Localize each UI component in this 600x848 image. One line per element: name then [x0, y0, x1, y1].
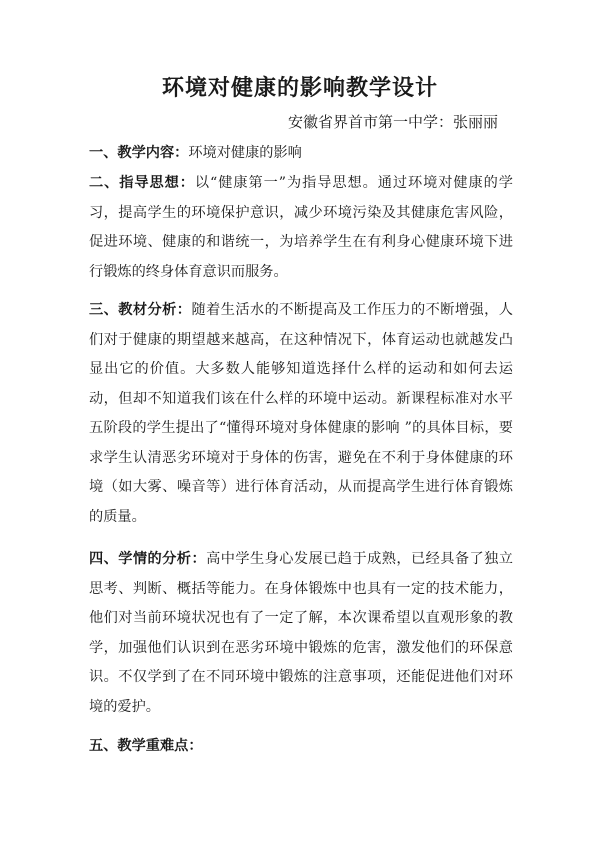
section-guiding-ideology — [89, 169, 513, 287]
document-title: 环境对健康的影响教学设计 — [161, 75, 438, 101]
section-body: 环境对健康的影响 — [188, 145, 302, 161]
section-body: 高中学生身心发展已趋于成熟，已经具备了独立思考、判断、概括等能力。在身体锻炼中也具有一定的技术能力，他们对当前环境状况也有了一定了解，本次课希望以直观形象的教学，加强他们认识到在恶劣环境中锻炼的危害，激发他们的环保意识。不仅学到了在不同环境中锻炼的注意事项，还能促进他们对环境的爱护。 — [89, 551, 513, 715]
section-material-analysis — [89, 296, 513, 532]
section-key-points — [89, 732, 513, 762]
section-heading: 二、指导思想： — [89, 175, 195, 191]
section-body: 随着生活水的不断提高及工作压力的不断增强，人们对于健康的期望越来越高，在这种情况下，体育运动也就越发凸显出它的价值。大多数人能够知道选择什么样的运动和如何去运动，但却不知道我们该在什么样的环境中运动。新课程标准对水平五阶段的学生提出了“懂得环境对身体健康的影响 ”的具体目标，要求学生认清恶劣环境对于身体的伤害，避免在不利于身体健康的环境（如大雾、噪音等）进行体育活动，从而提高学生进行体育锻炼的质量。 — [89, 302, 513, 525]
section-heading: 三、教材分析： — [89, 302, 192, 318]
section-teaching-content — [89, 139, 513, 169]
section-body: 以“健康第一”为指导思想。通过环境对健康的学习，提高学生的环境保护意识，减少环境污染及其健康危害风险，促进环境、健康的和谐统一，为培养学生在有利身心健康环境下进行锻炼的终身体育意识而服务。 — [89, 175, 513, 280]
document-author: 安徽省界首市第一中学：张丽丽 — [287, 113, 498, 131]
section-heading: 一、教学内容： — [89, 145, 189, 161]
section-student-analysis — [89, 545, 513, 722]
section-heading: 五、教学重难点： — [89, 738, 203, 754]
section-heading: 四、学情的分析： — [89, 551, 207, 567]
